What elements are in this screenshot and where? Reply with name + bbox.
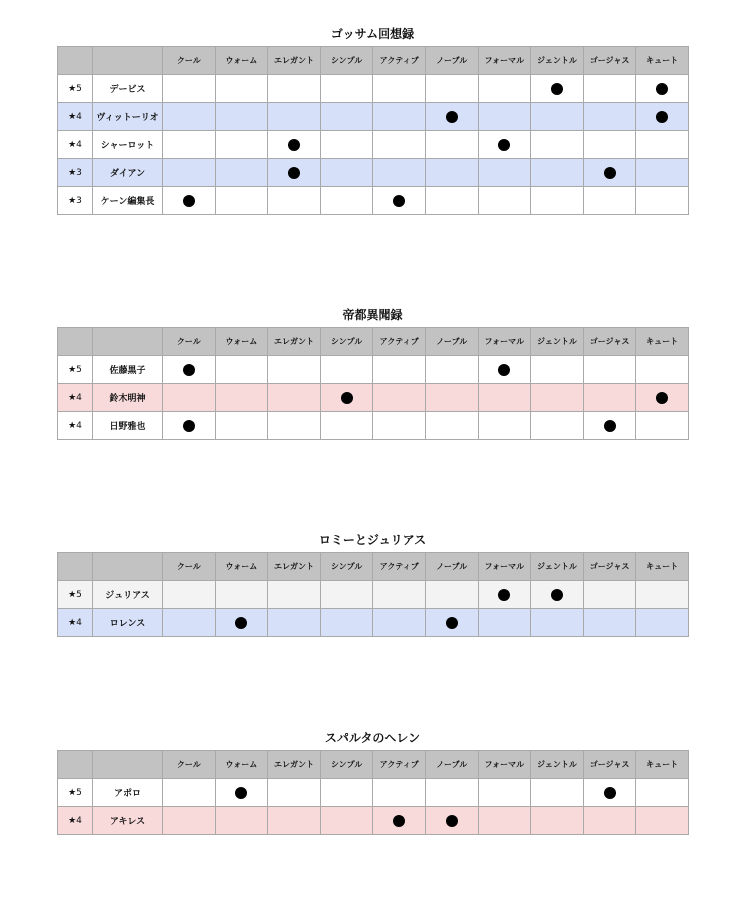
attribute-cell xyxy=(373,384,426,412)
character-name: アポロ xyxy=(93,779,163,807)
column-header: シンプル xyxy=(320,751,373,779)
attribute-cell xyxy=(425,159,478,187)
attribute-cell xyxy=(163,187,216,215)
attribute-cell xyxy=(320,187,373,215)
attribute-cell xyxy=(268,581,321,609)
column-header: エレガント xyxy=(268,553,321,581)
name-header-cell xyxy=(93,47,163,75)
attribute-cell xyxy=(478,384,531,412)
attribute-cell xyxy=(373,131,426,159)
column-header: ウォーム xyxy=(215,553,268,581)
rating-table xyxy=(57,552,689,637)
rank-header-cell xyxy=(58,47,93,75)
attribute-cell xyxy=(163,412,216,440)
table-row xyxy=(58,356,689,384)
column-header: ノーブル xyxy=(425,751,478,779)
column-header: エレガント xyxy=(268,751,321,779)
attribute-cell xyxy=(268,131,321,159)
attribute-cell xyxy=(583,103,636,131)
column-header: フォーマル xyxy=(478,553,531,581)
marker-dot-icon xyxy=(551,589,563,601)
attribute-cell xyxy=(636,187,689,215)
attribute-cell xyxy=(163,581,216,609)
header-row xyxy=(58,751,689,779)
attribute-cell xyxy=(531,412,584,440)
column-header: フォーマル xyxy=(478,751,531,779)
attribute-cell xyxy=(531,384,584,412)
attribute-cell xyxy=(163,384,216,412)
attribute-cell xyxy=(531,779,584,807)
attribute-cell xyxy=(268,187,321,215)
rank-header-cell xyxy=(58,553,93,581)
attribute-cell xyxy=(636,807,689,835)
attribute-cell xyxy=(583,356,636,384)
marker-dot-icon xyxy=(446,815,458,827)
attribute-cell xyxy=(583,779,636,807)
attribute-cell xyxy=(268,159,321,187)
attribute-cell xyxy=(268,103,321,131)
table-row xyxy=(58,187,689,215)
attribute-cell xyxy=(478,609,531,637)
attribute-cell xyxy=(163,356,216,384)
attribute-cell xyxy=(163,807,216,835)
column-header: ゴージャス xyxy=(583,553,636,581)
column-header: シンプル xyxy=(320,328,373,356)
marker-dot-icon xyxy=(656,392,668,404)
column-header: クール xyxy=(163,553,216,581)
attribute-cell xyxy=(320,609,373,637)
attribute-cell xyxy=(215,103,268,131)
attribute-cell xyxy=(163,159,216,187)
attribute-cell xyxy=(163,131,216,159)
attribute-cell xyxy=(320,131,373,159)
attribute-cell xyxy=(425,131,478,159)
attribute-cell xyxy=(163,779,216,807)
marker-dot-icon xyxy=(393,815,405,827)
character-name: ダイアン xyxy=(93,159,163,187)
table-row xyxy=(58,609,689,637)
header-row xyxy=(58,328,689,356)
attribute-cell xyxy=(531,807,584,835)
marker-dot-icon xyxy=(235,787,247,799)
attribute-cell xyxy=(531,131,584,159)
column-header: ゴージャス xyxy=(583,328,636,356)
rating-table xyxy=(57,327,689,440)
attribute-cell xyxy=(320,356,373,384)
rank-header-cell xyxy=(58,328,93,356)
column-header: アクティブ xyxy=(373,47,426,75)
column-header: ノーブル xyxy=(425,47,478,75)
attribute-cell xyxy=(268,609,321,637)
marker-dot-icon xyxy=(604,420,616,432)
attribute-cell xyxy=(425,75,478,103)
marker-dot-icon xyxy=(288,139,300,151)
attribute-cell xyxy=(320,581,373,609)
attribute-cell xyxy=(478,103,531,131)
attribute-cell xyxy=(215,187,268,215)
attribute-cell xyxy=(163,609,216,637)
attribute-cell xyxy=(320,159,373,187)
table-row xyxy=(58,103,689,131)
attribute-cell xyxy=(320,807,373,835)
attribute-cell xyxy=(478,807,531,835)
attribute-cell xyxy=(531,187,584,215)
section-title: ゴッサム回想録 xyxy=(330,27,415,41)
attribute-cell xyxy=(636,356,689,384)
rarity-cell: ★5 xyxy=(58,779,93,807)
attribute-cell xyxy=(531,609,584,637)
attribute-cell xyxy=(478,75,531,103)
rarity-cell: ★5 xyxy=(58,356,93,384)
attribute-cell xyxy=(320,412,373,440)
attribute-cell xyxy=(583,131,636,159)
column-header: クール xyxy=(163,751,216,779)
attribute-cell xyxy=(425,581,478,609)
attribute-cell xyxy=(636,103,689,131)
column-header: クール xyxy=(163,328,216,356)
marker-dot-icon xyxy=(341,392,353,404)
column-header: ジェントル xyxy=(531,553,584,581)
column-header: ゴージャス xyxy=(583,47,636,75)
rarity-cell: ★4 xyxy=(58,131,93,159)
attribute-cell xyxy=(373,412,426,440)
attribute-cell xyxy=(268,356,321,384)
table-row xyxy=(58,581,689,609)
attribute-cell xyxy=(215,779,268,807)
attribute-cell xyxy=(215,75,268,103)
attribute-cell xyxy=(583,75,636,103)
attribute-cell xyxy=(583,384,636,412)
character-name: シャーロット xyxy=(93,131,163,159)
column-header: エレガント xyxy=(268,47,321,75)
attribute-cell xyxy=(320,384,373,412)
attribute-cell xyxy=(268,384,321,412)
attribute-cell xyxy=(583,581,636,609)
attribute-cell xyxy=(425,384,478,412)
attribute-cell xyxy=(215,412,268,440)
attribute-cell xyxy=(268,75,321,103)
rarity-cell: ★3 xyxy=(58,187,93,215)
attribute-cell xyxy=(636,581,689,609)
attribute-cell xyxy=(215,807,268,835)
attribute-cell xyxy=(636,779,689,807)
table-row xyxy=(58,807,689,835)
section-title: スパルタのヘレン xyxy=(324,731,421,745)
column-header: ウォーム xyxy=(215,751,268,779)
attribute-cell xyxy=(268,779,321,807)
attribute-cell xyxy=(636,384,689,412)
attribute-cell xyxy=(425,187,478,215)
marker-dot-icon xyxy=(656,111,668,123)
column-header: ゴージャス xyxy=(583,751,636,779)
attribute-cell xyxy=(373,103,426,131)
marker-dot-icon xyxy=(183,364,195,376)
column-header: フォーマル xyxy=(478,47,531,75)
attribute-cell xyxy=(531,581,584,609)
column-header: シンプル xyxy=(320,47,373,75)
attribute-cell xyxy=(636,131,689,159)
marker-dot-icon xyxy=(393,195,405,207)
attribute-cell xyxy=(636,609,689,637)
column-header: キュート xyxy=(636,751,689,779)
attribute-cell xyxy=(373,779,426,807)
attribute-cell xyxy=(425,412,478,440)
attribute-cell xyxy=(425,807,478,835)
name-header-cell xyxy=(93,553,163,581)
marker-dot-icon xyxy=(288,167,300,179)
rarity-cell: ★5 xyxy=(58,75,93,103)
marker-dot-icon xyxy=(656,83,668,95)
attribute-cell xyxy=(320,103,373,131)
character-name: ケーン編集長 xyxy=(93,187,163,215)
attribute-cell xyxy=(373,581,426,609)
attribute-cell xyxy=(531,75,584,103)
rarity-cell: ★4 xyxy=(58,384,93,412)
attribute-cell xyxy=(425,609,478,637)
attribute-cell xyxy=(583,609,636,637)
attribute-cell xyxy=(373,159,426,187)
section-title: ロミーとジュリアス xyxy=(318,533,427,547)
attribute-cell xyxy=(478,187,531,215)
character-name: 鈴木明神 xyxy=(93,384,163,412)
rarity-cell: ★4 xyxy=(58,103,93,131)
marker-dot-icon xyxy=(446,111,458,123)
attribute-cell xyxy=(373,609,426,637)
attribute-cell xyxy=(531,103,584,131)
rarity-cell: ★4 xyxy=(58,412,93,440)
attribute-cell xyxy=(478,131,531,159)
attribute-cell xyxy=(636,75,689,103)
attribute-cell xyxy=(583,187,636,215)
table-row xyxy=(58,131,689,159)
attribute-cell xyxy=(636,159,689,187)
table-row xyxy=(58,159,689,187)
attribute-cell xyxy=(531,356,584,384)
table-row xyxy=(58,412,689,440)
column-header: ウォーム xyxy=(215,47,268,75)
character-name: デービス xyxy=(93,75,163,103)
attribute-cell xyxy=(636,412,689,440)
attribute-cell xyxy=(373,75,426,103)
table-row xyxy=(58,384,689,412)
attribute-cell xyxy=(478,581,531,609)
attribute-cell xyxy=(373,187,426,215)
attribute-cell xyxy=(268,807,321,835)
column-header: アクティブ xyxy=(373,751,426,779)
attribute-cell xyxy=(478,159,531,187)
column-header: キュート xyxy=(636,328,689,356)
character-name: ヴィットーリオ xyxy=(93,103,163,131)
character-name: ジュリアス xyxy=(93,581,163,609)
marker-dot-icon xyxy=(183,195,195,207)
column-header: ジェントル xyxy=(531,328,584,356)
attribute-cell xyxy=(320,779,373,807)
rating-table xyxy=(57,750,689,835)
attribute-cell xyxy=(478,412,531,440)
column-header: ノーブル xyxy=(425,553,478,581)
attribute-cell xyxy=(268,412,321,440)
attribute-cell xyxy=(373,356,426,384)
rarity-cell: ★3 xyxy=(58,159,93,187)
attribute-cell xyxy=(215,131,268,159)
rarity-cell: ★4 xyxy=(58,807,93,835)
attribute-cell xyxy=(215,159,268,187)
marker-dot-icon xyxy=(604,787,616,799)
attribute-cell xyxy=(373,807,426,835)
column-header: アクティブ xyxy=(373,553,426,581)
rarity-cell: ★5 xyxy=(58,581,93,609)
character-name: ロレンス xyxy=(93,609,163,637)
character-name: アキレス xyxy=(93,807,163,835)
attribute-cell xyxy=(583,807,636,835)
header-row xyxy=(58,553,689,581)
column-header: ジェントル xyxy=(531,751,584,779)
attribute-cell xyxy=(425,356,478,384)
column-header: クール xyxy=(163,47,216,75)
name-header-cell xyxy=(93,751,163,779)
column-header: ジェントル xyxy=(531,47,584,75)
marker-dot-icon xyxy=(498,364,510,376)
marker-dot-icon xyxy=(498,589,510,601)
character-name: 日野雅也 xyxy=(93,412,163,440)
marker-dot-icon xyxy=(604,167,616,179)
marker-dot-icon xyxy=(551,83,563,95)
marker-dot-icon xyxy=(183,420,195,432)
rating-table xyxy=(57,46,689,215)
column-header: ノーブル xyxy=(425,328,478,356)
rank-header-cell xyxy=(58,751,93,779)
attribute-cell xyxy=(215,356,268,384)
attribute-cell xyxy=(425,779,478,807)
attribute-cell xyxy=(425,103,478,131)
column-header: キュート xyxy=(636,47,689,75)
column-header: シンプル xyxy=(320,553,373,581)
attribute-cell xyxy=(215,384,268,412)
section-title: 帝都異聞録 xyxy=(342,308,403,322)
attribute-cell xyxy=(583,412,636,440)
attribute-cell xyxy=(163,103,216,131)
marker-dot-icon xyxy=(446,617,458,629)
table-row xyxy=(58,779,689,807)
attribute-cell xyxy=(163,75,216,103)
header-row xyxy=(58,47,689,75)
column-header: フォーマル xyxy=(478,328,531,356)
attribute-cell xyxy=(215,609,268,637)
character-name: 佐藤黒子 xyxy=(93,356,163,384)
attribute-cell xyxy=(215,581,268,609)
marker-dot-icon xyxy=(498,139,510,151)
attribute-cell xyxy=(531,159,584,187)
table-row xyxy=(58,75,689,103)
attribute-cell xyxy=(320,75,373,103)
column-header: エレガント xyxy=(268,328,321,356)
column-header: キュート xyxy=(636,553,689,581)
column-header: ウォーム xyxy=(215,328,268,356)
name-header-cell xyxy=(93,328,163,356)
rarity-cell: ★4 xyxy=(58,609,93,637)
column-header: アクティブ xyxy=(373,328,426,356)
attribute-cell xyxy=(478,779,531,807)
attribute-cell xyxy=(583,159,636,187)
marker-dot-icon xyxy=(235,617,247,629)
attribute-cell xyxy=(478,356,531,384)
